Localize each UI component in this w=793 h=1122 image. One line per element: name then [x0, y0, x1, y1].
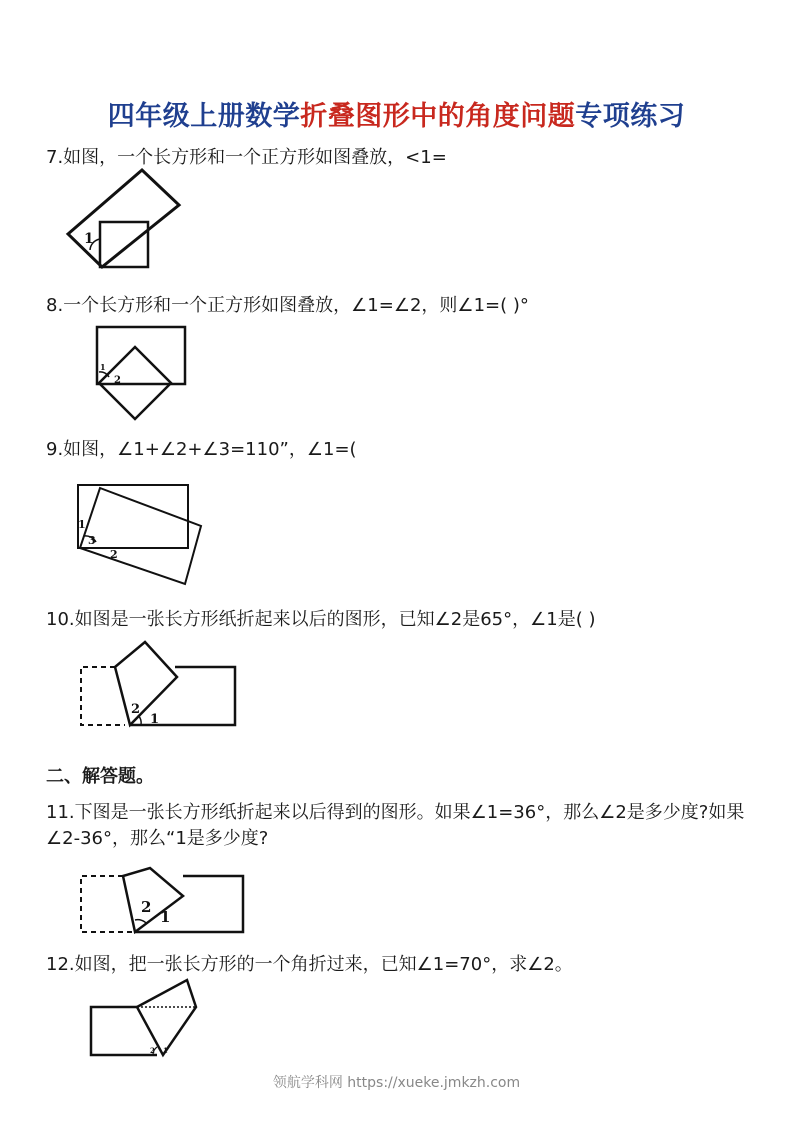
section-2-heading: 二、解答题。 — [46, 766, 154, 787]
q9-label-2: 2 — [110, 548, 118, 561]
figure-q7 — [60, 165, 200, 275]
q10-label-1: 1 — [150, 712, 160, 727]
figure-q8 — [90, 320, 200, 432]
page-title — [0, 94, 793, 133]
q11-label-2: 2 — [141, 898, 152, 916]
q10-folded-flap — [115, 642, 177, 725]
figure-q9 — [70, 478, 210, 590]
q11-label-1: 1 — [160, 908, 171, 926]
q8-label-1: 1 — [100, 362, 106, 372]
question-11: 11.下图是一张长方形纸折起来以后得到的图形。如果∠1=36°，那么∠2是多少度?如果∠2-36°，那么“1是多少度? — [46, 802, 745, 849]
figure-q10 — [75, 635, 245, 735]
title-part-1: 四年级上册数学 — [107, 101, 301, 132]
q7-square — [100, 222, 148, 267]
question-10: 10.如图是一张长方形纸折起来以后的图形，已知∠2是65°，∠1是( ) — [46, 609, 596, 630]
question-9: 9.如图，∠1+∠2+∠3=110”，∠1=( — [46, 439, 357, 460]
title-part-3: 专项练习 — [575, 101, 686, 132]
q12-folded-triangle — [137, 980, 196, 1055]
q12-label-1: 1 — [163, 1046, 168, 1055]
title-part-2: 折叠图形中的角度问题 — [300, 101, 576, 132]
q9-label-1: 1 — [78, 518, 86, 531]
question-8: 8.一个长方形和一个正方形如图叠放，∠1=∠2，则∠1=( )° — [46, 295, 529, 316]
question-12: 12.如图，把一张长方形的一个角折过来，已知∠1=70°，求∠2。 — [46, 954, 573, 975]
q11-folded-flap — [123, 868, 183, 932]
q7-rectangle — [68, 170, 179, 267]
q8-rectangle — [97, 327, 185, 384]
q7-label-1: 1 — [84, 231, 94, 247]
q10-label-2: 2 — [131, 702, 141, 717]
q9-label-3: 3 — [88, 534, 96, 547]
q12-label-2: 2 — [150, 1046, 155, 1055]
figure-q11 — [75, 864, 250, 938]
q11-dashed-outline — [81, 876, 135, 932]
q9-tilted-rectangle — [80, 488, 201, 584]
question-7: 7.如图，一个长方形和一个正方形如图叠放，<1= — [46, 147, 447, 168]
figure-q12 — [85, 975, 205, 1060]
q8-label-2: 2 — [114, 375, 121, 386]
footer-watermark: 领航学科网 https://xueke.jmkzh.com — [272, 1075, 521, 1091]
q10-rectangle — [130, 667, 235, 725]
q12-rectangle — [91, 1007, 157, 1055]
